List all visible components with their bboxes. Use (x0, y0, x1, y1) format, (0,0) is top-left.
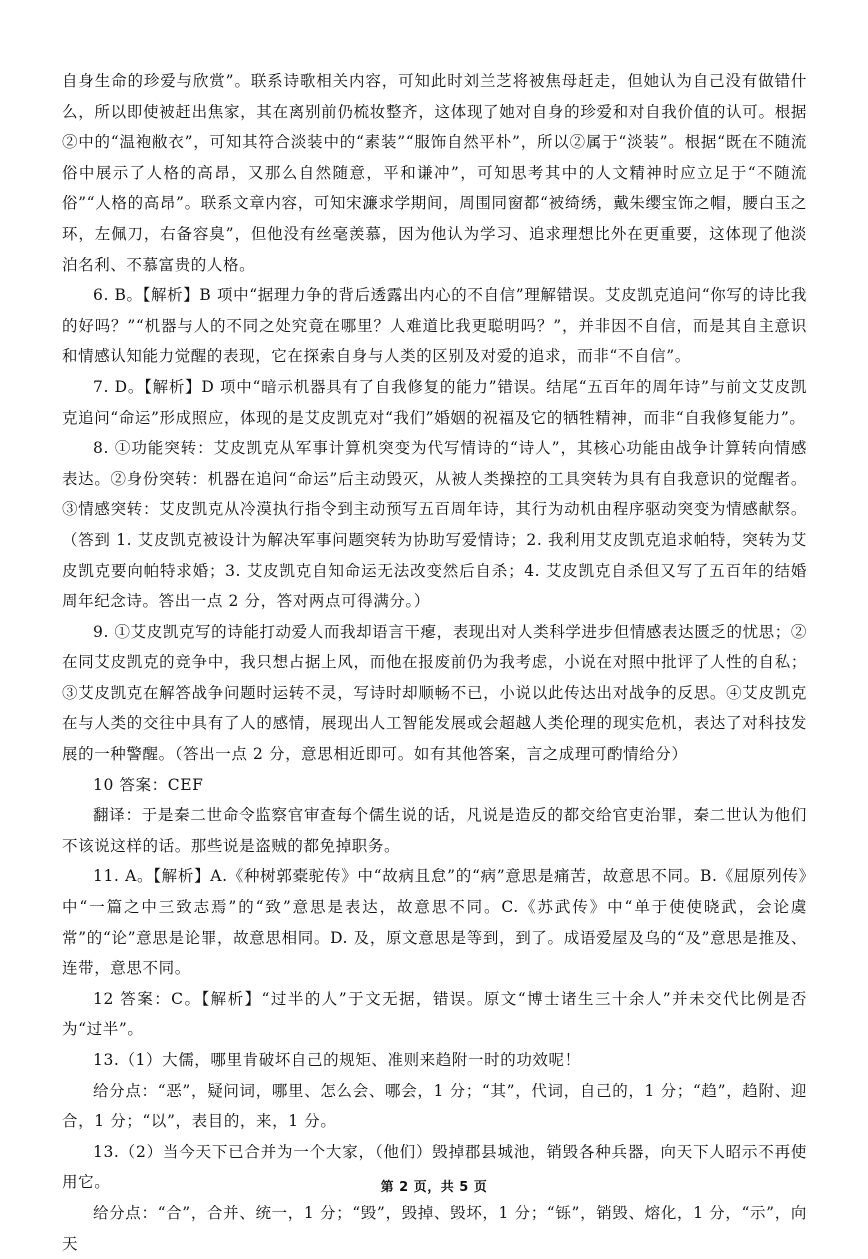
scoring-points-13-1: 给分点：“恶”，疑问词，哪里、怎么会、哪会，1 分；“其”，代词，自己的，1 分；“趋”，趋附、迎合，1 分；“以”，表目的，来，1 分。 (62, 1081, 807, 1131)
answer-12: 12 答案：C。【解析】“过半的人”于文无据，错误。原文“博士诸生三十余人”并未交代比例是否为“过半”。 (62, 989, 807, 1039)
answer-13-1: 13.（1）大儒，哪里肯破坏自己的规矩、准则来趋附一时的功效呢！ (93, 1051, 581, 1069)
answer-key-page (62, 66, 807, 1259)
paragraph-continuation: 自身生命的珍爱与欣赏”。联系诗歌相关内容，可知此时刘兰芝将被焦母赶走，但她认为自己没有做错什么，所以即使被赶出焦家，其在离别前仍梳妆整齐，这体现了她对自身的珍爱和对自我价值的认可。根据②中的“温袍敝衣”，可知其符合淡装中的“素装”“服饰自然平朴”，所以②属于“淡装”。根据“既在不随流俗中展示了人格的高昂，又那么自然随意，平和谦冲”，可知思考其中的人文精神时应立足于“不随流俗”“人格的高昂”。联系文章内容，可知宋濂求学期间，周围同窗都“被绮绣，戴朱缨宝饰之帽，腰白玉之环，左佩刀，右备容臭”，但他没有丝毫羡慕，因为他认为学习、追求理想比外在更重要，这体现了他淡泊名利、不慕富贵的人格。 (62, 72, 807, 274)
translation: 翻译：于是秦二世命令监察官审查每个儒生说的话，凡说是造反的都交给官吏治罪，秦二世认为他们不该说这样的话。那些说是盗贼的都免掉职务。 (62, 806, 807, 855)
answer-6: 6. B。【解析】B 项中“据理力争的背后透露出内心的不自信”理解错误。艾皮凯克追问“你写的诗比我的好吗？”“机器与人的不同之处究竟在哪里？人难道比我更聪明吗？”，并非因不自信，而是其自主意识和情感认知能力觉醒的表现，它在探索自身与人类的区别及对爱的追求，而非“不自信”。 (62, 286, 807, 366)
page-number-footer: 第 2 页，共 5 页 (380, 1180, 488, 1195)
answer-7: 7. D。【解析】D 项中“暗示机器具有了自我修复的能力”错误。结尾“五百年的周年诗”与前文艾皮凯克追问“命运”形成照应，体现的是艾皮凯克对“我们”婚姻的祝福及它的牺牲精神，而非“自我修复能力”。 (62, 377, 807, 427)
answer-9: 9. ①艾皮凯克写的诗能打动爱人而我却语言干瘪，表现出对人类科学进步但情感表达匮乏的忧思；②在同艾皮凯克的竞争中，我只想占据上风，而他在报废前仍为我考虑，小说在对照中批评了人性的自私；③艾皮凯克在解答战争问题时运转不灵，写诗时却顺畅不已，小说以此传达出对战争的反思。④艾皮凯克在与人类的交往中具有了人的感情，展现出人工智能发展或会超越人类伦理的现实危机，表达了对科技发展的一种警醒。（答出一点 2 分，意思相近即可。如有其他答案，言之成理可酌情给分） (62, 622, 807, 764)
answer-11: 11. A。【解析】A.《种树郭橐驼传》中“故病且怠”的“病”意思是痛苦，故意思不同。B.《屈原列传》中“一篇之中三致志焉”的“致”意思是表达，故意思不同。C.《苏武传》中“单于使使晓武，会论虞常”的“论”意思是论罪，故意思相同。D. 及，原文意思是等到，到了。成语爱屋及乌的“及”意思是推及、连带，意思不同。 (62, 867, 807, 978)
answer-13-2: 13.（2）当今天下已合并为一个大家，（他们）毁掉郡县城池，销毁各种兵器，向天下人昭示不再使用它。 (62, 1142, 807, 1192)
answer-10: 10 答案：CEF (93, 775, 204, 794)
answer-8: 8. ①功能突转：艾皮凯克从军事计算机突变为代写情诗的“诗人”，其核心功能由战争计算转向情感表达。②身份突转：机器在追问“命运”后主动毁灭，从被人类操控的工具突转为具有自我意识的觉醒者。③情感突转：艾皮凯克从冷漠执行指令到主动预写五百周年诗，其行为动机由程序驱动突变为情感献祭。（答到 1. 艾皮凯克被设计为解决军事问题突转为协助写爱情诗；2. 我利用艾皮凯克追求帕特，突转为艾皮凯克要向帕特求婚；3. 艾皮凯克自知命运无法改变然后自杀；4. 艾皮凯克自杀但又写了五百年的结婚周年纪念诗。答出一点 2 分，答对两点可得满分。） (62, 439, 807, 611)
scoring-points-13-2: 给分点：“合”，合并、统一，1 分；“毁”，毁掉、毁坏，1 分；“铄”，销毁、熔化，1 分，“示”，向天 (62, 1203, 807, 1253)
